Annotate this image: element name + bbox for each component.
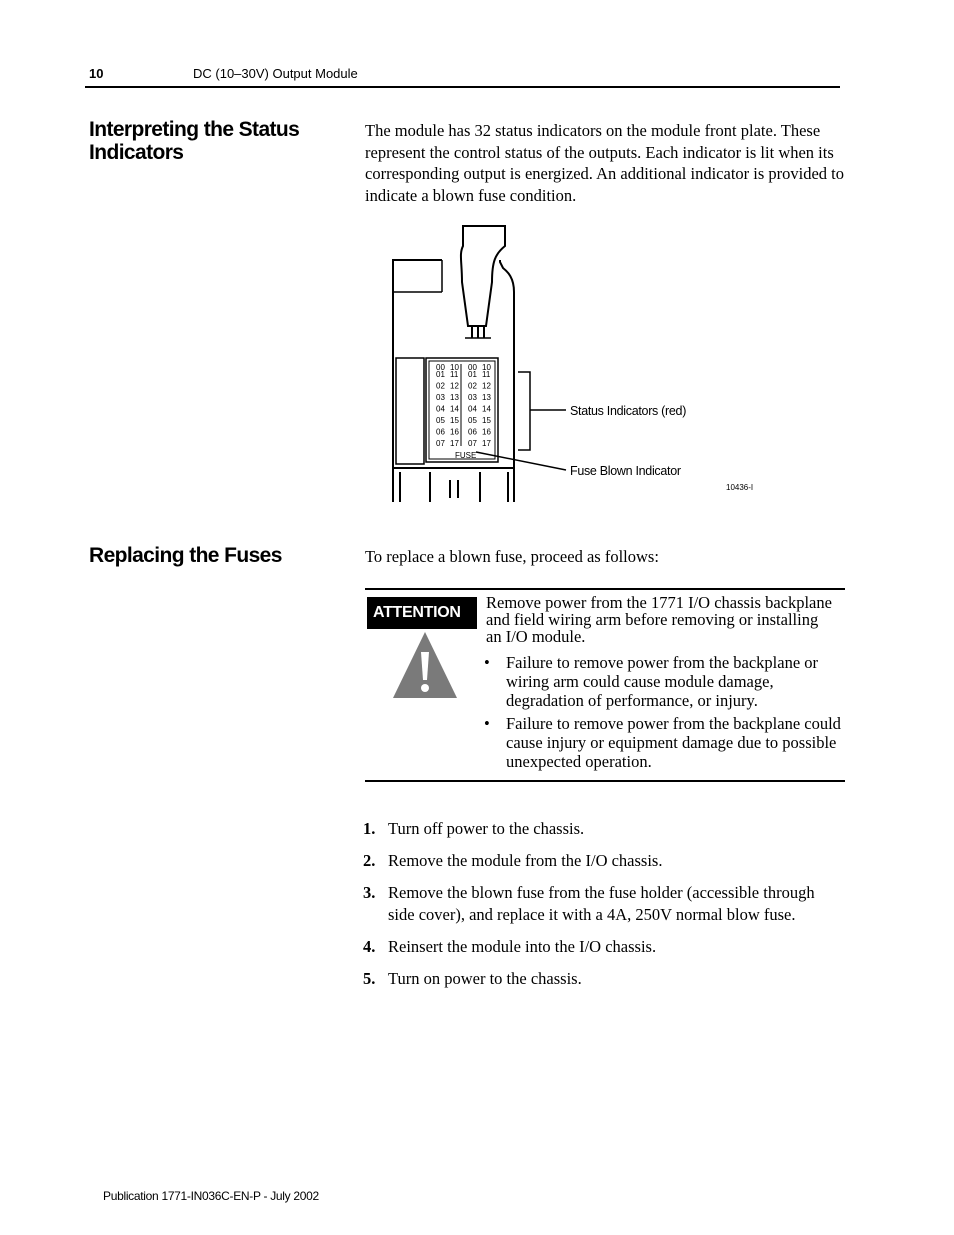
indicator-label: 13	[450, 393, 459, 402]
indicator-label: 16	[450, 427, 459, 437]
page-number: 10	[89, 66, 104, 81]
section-heading-replacing-fuses: Replacing the Fuses	[89, 544, 282, 567]
indicator-label: 14	[450, 404, 459, 414]
warning-triangle-icon	[391, 630, 459, 700]
callout-fuse-blown: Fuse Blown Indicator	[570, 464, 681, 478]
indicator-label: 04	[468, 404, 477, 414]
indicator-label: 17	[450, 439, 459, 448]
attention-bottom-rule	[365, 780, 845, 782]
running-title: DC (10–30V) Output Module	[193, 66, 358, 81]
module-front-plate-diagram	[380, 222, 770, 512]
procedure-step	[363, 818, 843, 840]
indicator-label: 11	[482, 370, 491, 379]
indicator-label: 03	[436, 393, 445, 402]
indicator-label: 07	[468, 439, 477, 448]
indicator-label: 16	[482, 427, 491, 437]
indicator-label: 03	[468, 393, 477, 402]
indicator-label: 01	[468, 370, 477, 379]
step-number: 2.	[363, 851, 376, 870]
replace-fuses-intro: To replace a blown fuse, proceed as follows:	[365, 547, 659, 566]
indicator-label: 12	[482, 381, 491, 391]
fuse-label: FUSE	[455, 451, 477, 460]
footer-publication: Publication 1771-IN036C-EN-P - July 2002	[103, 1189, 319, 1203]
indicator-label: 10	[482, 363, 491, 372]
step-number: 4.	[363, 937, 376, 956]
step-text: Remove the module from the I/O chassis.	[388, 851, 663, 870]
indicator-label: 05	[436, 416, 445, 425]
step-text: Reinsert the module into the I/O chassis.	[388, 937, 657, 956]
procedure-step	[363, 850, 843, 872]
indicator-label: 06	[436, 427, 445, 437]
indicator-label: 02	[468, 381, 477, 391]
step-text: Turn on power to the chassis.	[388, 969, 582, 988]
attention-bullet	[484, 714, 841, 771]
indicator-label: 04	[436, 404, 445, 414]
step-text: Turn off power to the chassis.	[388, 819, 585, 838]
procedure-step	[363, 882, 843, 926]
indicator-label: 11	[450, 370, 459, 379]
procedure-step	[363, 936, 843, 958]
attention-text: Remove power from the 1771 I/O chassis backplane and field wiring arm before removing or installing an I/O module.	[486, 593, 832, 646]
indicator-label: 17	[482, 439, 491, 448]
status-indicators-paragraph: The module has 32 status indicators on the module front plate. These represent the control status of the outputs. Each indicator is lit when its corresponding output is energized. An additional indicator is provided to indicate a blown fuse condition.	[365, 121, 845, 205]
indicator-label: 12	[450, 381, 459, 391]
indicator-label: 13	[482, 393, 491, 402]
indicator-label: 14	[482, 404, 491, 414]
indicator-label: 00	[436, 363, 445, 372]
indicator-label: 06	[468, 427, 477, 437]
attention-top-rule	[365, 588, 845, 590]
attention-label: ATTENTION	[367, 597, 477, 629]
indicator-label: 05	[468, 416, 477, 425]
indicator-label: 02	[436, 381, 445, 391]
indicator-label: 15	[482, 416, 491, 425]
indicator-label: 15	[450, 416, 459, 425]
indicator-label: 00	[468, 363, 477, 372]
attention-bullet	[484, 653, 841, 710]
procedure-step	[363, 968, 843, 990]
bullet-dot: •	[484, 714, 490, 733]
step-number: 3.	[363, 883, 376, 902]
indicator-label: 10	[450, 363, 459, 372]
step-number: 1.	[363, 819, 376, 838]
attention-bullet-text: Failure to remove power from the backplane could cause injury or equipment damage due to possible unexpected operation.	[506, 714, 841, 771]
step-number: 5.	[363, 969, 376, 988]
callout-status-indicators: Status Indicators (red)	[570, 404, 687, 418]
section-heading-status-indicators: Interpreting the Status Indicators	[89, 118, 300, 164]
indicator-label: 07	[436, 439, 445, 448]
figure-id: 10436-I	[726, 483, 754, 492]
attention-bullet-text: Failure to remove power from the backplane or wiring arm could cause module damage, degradation of performance, or injury.	[506, 653, 819, 710]
header-rule	[85, 86, 840, 88]
indicator-label: 01	[436, 370, 445, 379]
step-text: Remove the blown fuse from the fuse holder (accessible through side cover), and replace it with a 4A, 250V normal blow fuse.	[388, 883, 815, 924]
bullet-dot: •	[484, 653, 490, 672]
